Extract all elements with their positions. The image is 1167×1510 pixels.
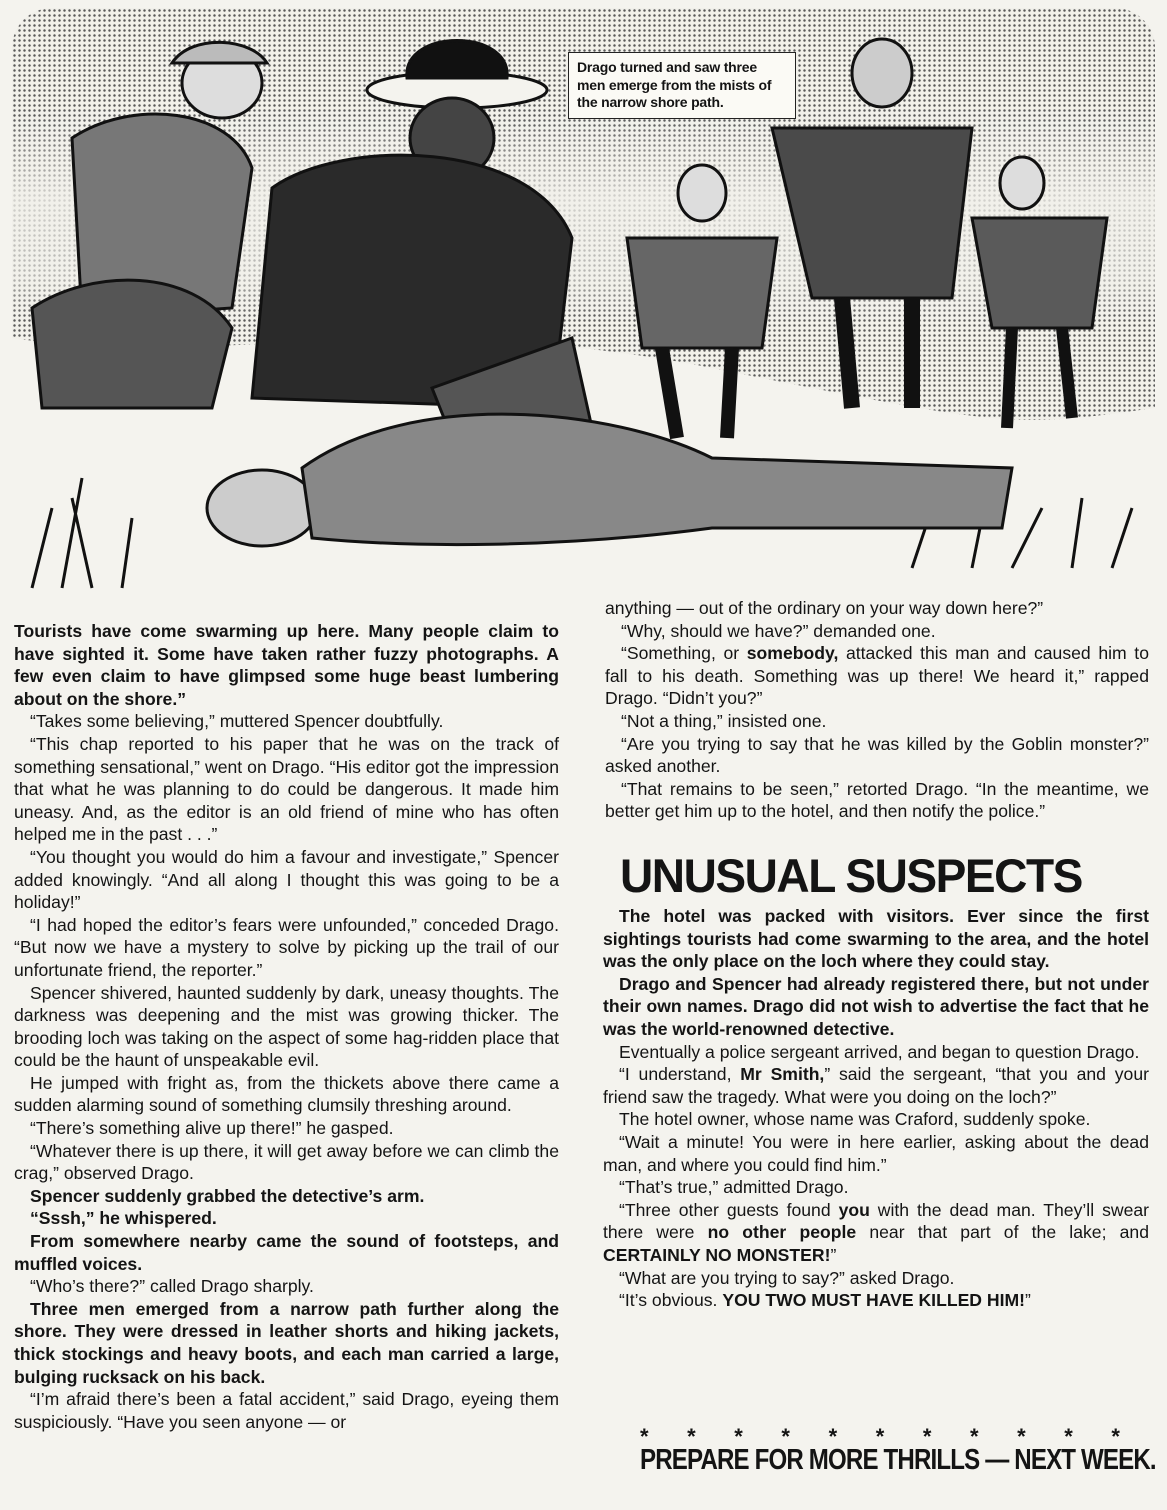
text-run: “Whatever there is up there, it will get away before we can climb the crag,” observed Drago. [14,1140,559,1184]
text-run: with the dead man. They’ll swear there were [603,1199,1149,1243]
text-run: “Takes some believing,” muttered Spencer doubtfully. [30,711,444,732]
text-run: “Wait a minute! You were in here earlier, asking about the dead man, and where you could find him.” [603,1131,1149,1175]
story-paragraph [14,733,559,846]
story-paragraph [603,1131,1149,1176]
story-paragraph [14,1388,559,1433]
story-paragraph [603,1108,1149,1131]
text-run: ” [1025,1290,1031,1311]
text-run: “I’m afraid there’s been a fatal accident,” said Drago, eyeing them suspiciously. “Have you seen anyone — or [14,1389,559,1432]
story-paragraph [605,733,1149,778]
story-paragraph [605,620,1149,643]
text-run: “Who’s there?” called Drago sharply. [30,1276,314,1297]
divider-star: * [1111,1424,1120,1449]
story-paragraph [603,1041,1149,1064]
figure-hiker-3 [972,157,1107,428]
story-paragraph [14,1207,559,1230]
story-paragraph [14,1298,559,1388]
text-run: “That remains to be seen,” retorted Drago. “In the meantime, we better get him up to the hotel, and then notify the police.” [605,778,1149,822]
story-paragraph [605,597,1149,620]
text-run: Spencer shivered, haunted suddenly by dark, uneasy thoughts. The darkness was deepening and the mist was growing thicker. The brooding loch was taking on the aspect of some hag-ridden place that could be the haunt of unspeakable evil. [14,982,559,1071]
story-paragraph [603,1199,1149,1267]
text-run: anything — out of the ordinary on your way down here?” [605,598,1044,618]
bold-text-run: Tourists have come swarming up here. Many people claim to have sighted it. Some have taken rather fuzzy photographs. A few even claim to have glimpsed some huge beast lumbering about on the shore.” [14,621,559,709]
story-paragraph [14,710,559,733]
text-run: near that part of the lake; and [856,1222,1150,1243]
story-paragraph [14,846,559,914]
text-run: “There’s something alive up there!” he gasped. [30,1118,394,1139]
story-paragraph [14,914,559,982]
divider-star: * [828,1424,838,1449]
divider-star: * [875,1424,885,1449]
bold-text-run: Mr Smith, [740,1064,825,1085]
figure-hiker-2 [772,39,972,408]
bold-text-run: Three men emerged from a narrow path further along the shore. They were dressed in leather shorts and hiking jackets, thick stockings and heavy boots, and each man carried a large, bulging rucksack on his back. [14,1298,559,1387]
divider-star: * [781,1424,790,1449]
divider-star: * [734,1424,743,1449]
bold-text-run: The hotel was packed with visitors. Ever since the first sightings tourists had come swarming to the area, and the hotel was the only place on the loch where they could stay. [603,906,1149,972]
text-run: “Three other guests found [619,1199,839,1220]
story-paragraph [14,1230,559,1275]
text-run: “That’s true,” admitted Drago. [619,1177,849,1198]
story-paragraph [14,982,559,1072]
story-paragraph [14,1072,559,1117]
story-paragraph [605,778,1149,823]
bold-text-run: “Sssh,” he whispered. [30,1208,217,1229]
story-paragraph [14,1275,559,1298]
text-run: ” [830,1244,837,1265]
text-run: “This chap reported to his paper that he was on the track of something sensational,” went on Drago. “His editor got the impression that what he was planning to do could be dangerous. It made him uneasy. And, as the editor is an old friend of mine who has often helped me in the past . . .” [14,733,559,845]
text-run: “Something, or [621,643,747,664]
comic-illustration [12,8,1155,598]
story-column-left [14,620,559,1433]
text-run: “Are you trying to say that he was killed by the Goblin monster?” asked another. [605,733,1149,777]
divider-star: * [1017,1424,1026,1449]
story-paragraph [605,710,1149,733]
divider-star: * [1064,1424,1073,1449]
story-paragraph [603,1267,1149,1290]
text-run: ” said the sergeant, “that you and your friend saw the tragedy. What were you doing on the loch?” [603,1064,1149,1107]
chapter-headline: UNUSUAL SUSPECTS [620,849,1082,902]
text-run: The hotel owner, whose name was Craford, suddenly spoke. [619,1109,1091,1130]
bold-text-run: somebody, [746,643,839,664]
text-run: “What are you trying to say?” asked Drago. [619,1267,955,1288]
divider-star: * [969,1424,979,1449]
bold-text-run: CERTAINLY NO MONSTER! [603,1244,831,1265]
bold-text-run: YOU TWO MUST HAVE KILLED HIM! [722,1290,1026,1311]
bold-text-run: Drago and Spencer had already registered there, but not under their own names. Drago did not wish to advertise the fact that he was the world-renowned detective. [603,973,1149,1039]
bold-text-run: no other people [707,1222,857,1243]
next-week-footer: PREPARE FOR MORE THRILLS — NEXT WEEK. [640,1444,1156,1476]
text-run: “Not a thing,” insisted one. [621,710,827,731]
divider-star: * [640,1424,649,1449]
text-run: “Why, should we have?” demanded one. [621,620,936,641]
bold-text-run: Spencer suddenly grabbed the detective’s arm. [30,1185,425,1206]
divider-star: * [687,1424,696,1449]
text-run: “I understand, [619,1064,741,1085]
story-paragraph [603,1289,1149,1312]
story-paragraph [14,620,559,710]
story-paragraph [14,1185,559,1208]
divider-star: * [922,1424,932,1449]
text-run: “I had hoped the editor’s fears were unfounded,” conceded Drago. “But now we have a mystery to solve by picking up the trail of our unfortunate friend, the reporter.” [14,914,559,980]
text-run: “It’s obvious. [619,1290,723,1311]
story-paragraph [14,1140,559,1185]
story-paragraph [603,973,1149,1041]
story-paragraph [603,1176,1149,1199]
bold-text-run: you [838,1199,870,1220]
story-paragraph [605,642,1149,710]
text-run: attacked this man and caused him to fall to his death. Something was up there! We heard it,” rapped Drago. “Didn’t you?” [605,643,1149,709]
illustration-caption: Drago turned and saw three men emerge from the mists of the narrow shore path. [568,52,796,119]
story-column-right-bottom [603,905,1149,1312]
text-run: “You thought you would do him a favour and investigate,” Spencer added knowingly. “And all along I thought this was going to be a holiday!” [14,846,559,913]
text-run: Eventually a police sergeant arrived, and began to question Drago. [619,1041,1140,1062]
story-paragraph [603,1063,1149,1108]
story-column-right-top [605,597,1149,823]
story-paragraph [14,1117,559,1140]
story-paragraph [603,905,1149,973]
text-run: He jumped with fright as, from the thickets above there came a sudden alarming sound of something clumsily threshing around. [14,1072,559,1116]
figure-drago [252,41,592,439]
bold-text-run: From somewhere nearby came the sound of footsteps, and muffled voices. [14,1231,559,1274]
